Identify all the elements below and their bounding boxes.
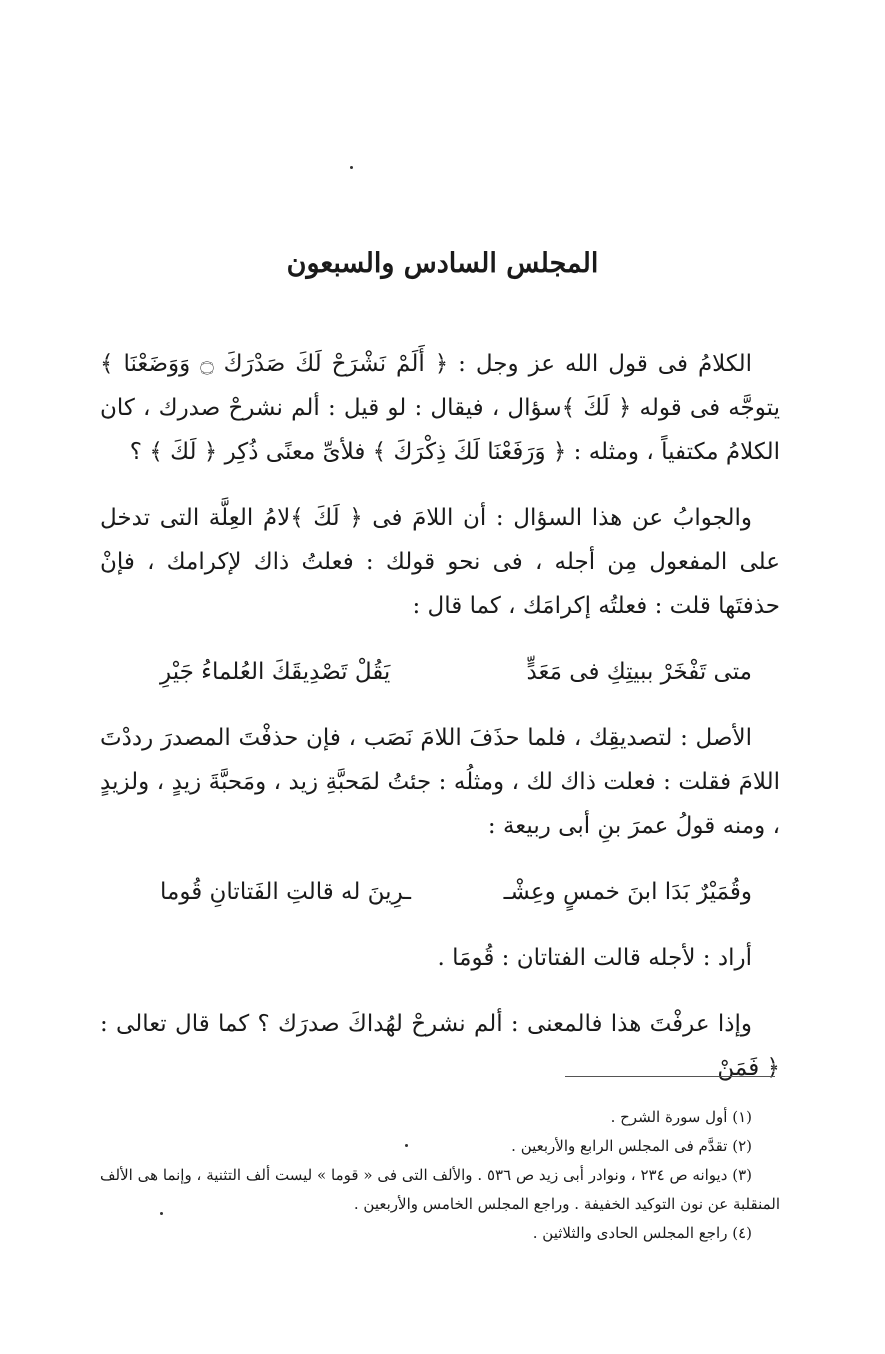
paragraph-3: الأصل : لتصديقِك ، فلما حذَفَ اللامَ نَصَب ، فإن حذفْتَ المصدرَ رددْتَ اللامَ فقلت : فعلت ذاك لك ، ومثلُه : جئتُ لمَحبَّةِ زيد ، ومَحبَّةَ زيدٍ ، ولزيدٍ ، ومنه قولُ عمرَ بنِ أبى ربيعة : [100, 725, 780, 839]
footnotes [100, 1103, 780, 1248]
verse-2 [100, 870, 780, 914]
page-title: المجلس السادس والسبعون [286, 248, 599, 279]
paragraph-4: أراد : لأجله قالت الفتاتان : قُومَا . [437, 945, 752, 971]
verse-1 [100, 650, 780, 694]
scan-speck [350, 166, 353, 169]
verse-1-second-hemistich: يَقُلْ تَصْدِيقَكَ العُلماءُ جَيْرِ [160, 659, 391, 685]
paragraph-1: الكلامُ فى قول الله عز وجل : ﴿ أَلَمْ نَشْرَحْ لَكَ صَدْرَكَ ۝ وَوَضَعْنَا ﴾ يتوجَّه فى قوله ﴿ لَكَ ﴾سؤال ، فيقال : لو قيل : ألم نشرحْ صدرك ، كان الكلامُ مكتفياً ، ومثله : ﴿ وَرَفَعْنَا لَكَ ذِكْرَكَ ﴾ فلأىِّ معنًى ذُكِر ﴿ لَكَ ﴾ ؟ [100, 351, 780, 465]
footnote-2: (٢) تقدَّم فى المجلس الرابع والأربعين . [511, 1137, 752, 1155]
verse-1-first-hemistich: متى تَفْخَرْ ببيتِكِ فى مَعَدٍّ [526, 659, 752, 685]
footnote-divider [565, 1076, 775, 1077]
paragraph-5: وإذا عرفْتَ هذا فالمعنى : ألم نشرحْ لهُداكَ صدرَك ؟ كما قال تعالى : ﴿ فَمَنْ [100, 1011, 780, 1081]
footnote-4: (٤) راجع المجلس الحادى والثلاثين . [532, 1224, 752, 1242]
verse-2-second-hemistich: ـرِينَ له قالتِ الفَتاتانِ قُوما [160, 879, 412, 905]
paragraph-2: والجوابُ عن هذا السؤال : أن اللامَ فى ﴿ لَكَ ﴾لامُ العِلَّة التى تدخل على المفعول مِن أجله ، فى نحو قولك : فعلتُ ذاك لإكرامك ، فإنْ حذفتَها قلت : فعلتُه إكرامَك ، كما قال : [100, 505, 780, 619]
footnote-3: (٣) ديوانه ص ٢٣٤ ، ونوادر أبى زيد ص ٥٣٦ . والألف التى فى « قوما » ليست ألف التثنية ، وإنما هى الألف المنقلبة عن نون التوكيد الخفيفة . وراجع المجلس الخامس والأربعين . [100, 1166, 780, 1213]
verse-2-first-hemistich: وقُمَيْرٌ بَدَا ابنَ خمسٍ وعِشْـ [503, 879, 752, 905]
main-text [100, 342, 780, 1112]
footnote-1: (١) أول سورة الشرح . [610, 1108, 752, 1126]
